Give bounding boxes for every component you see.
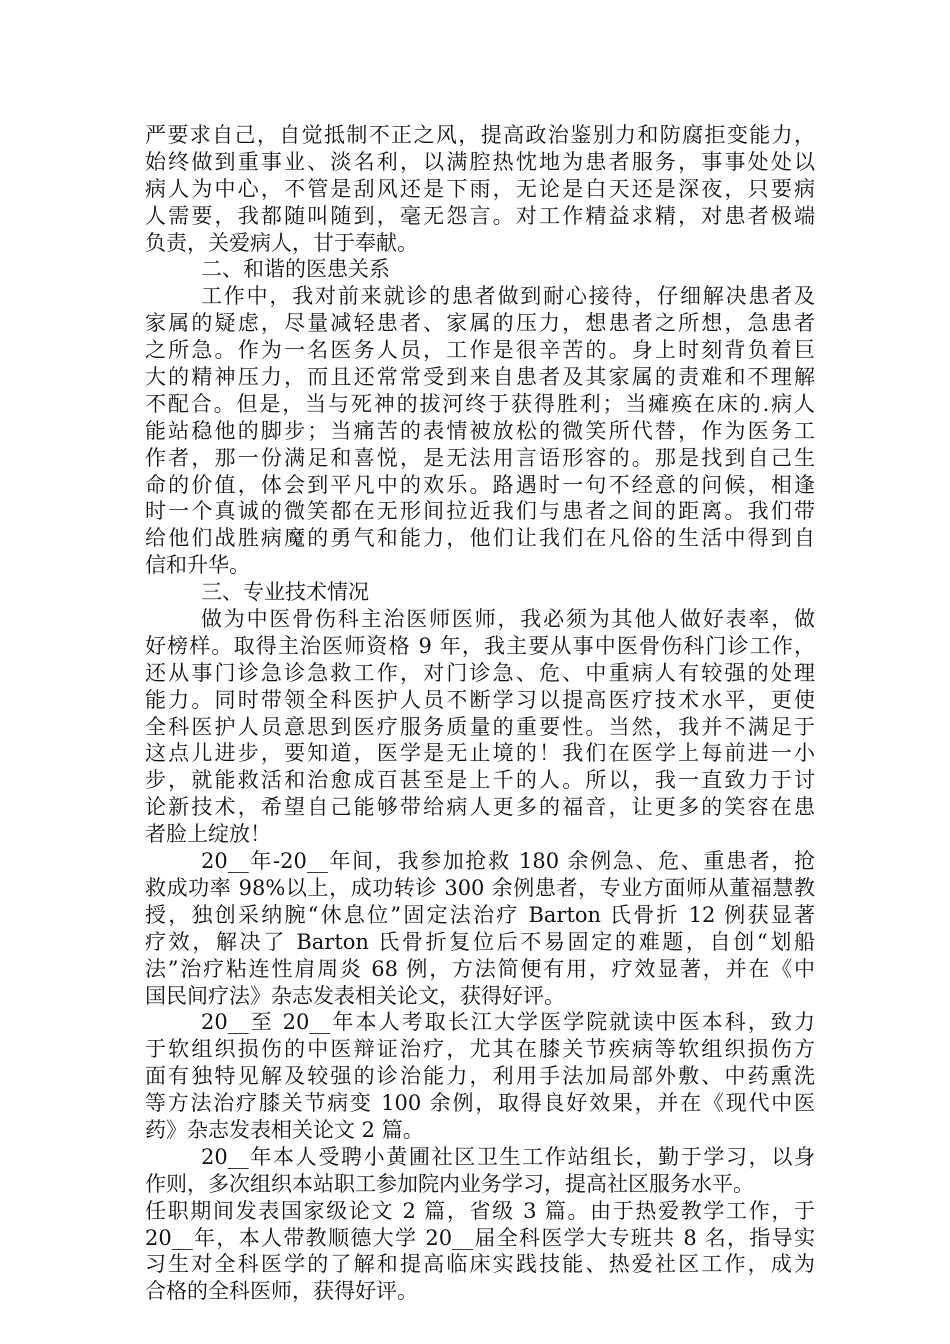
text-line: 救成功率 98%以上，成功转诊 300 余例患者，专业方面师从董福慧教: [145, 875, 815, 900]
text-line: 做为中医骨伤科主治医师医师，我必须为其他人做好表率，做: [201, 607, 815, 632]
text-line: 之所急。作为一名医务人员，工作是很辛苦的。身上时刻背负着巨: [145, 338, 815, 363]
text-line: 大的精神压力，而且还常常受到来自患者及其家属的责难和不理解: [145, 365, 815, 390]
text-line: 好榜样。取得主治医师资格 9 年，我主要从事中医骨伤科门诊工作，: [145, 633, 815, 658]
text-line: 人需要，我都随叫随到，毫无怨言。对工作精益求精，对患者极端: [145, 203, 815, 228]
text-line: 这点儿进步，要知道，医学是无止境的！我们在医学上每前进一小: [145, 741, 815, 766]
text-line: 还从事门诊急诊急救工作，对门诊急、危、中重病人有较强的处理: [145, 660, 815, 685]
text-line: 能力。同时带领全科医护人员不断学习以提高医疗技术水平，更使: [145, 687, 815, 712]
text-line: 给他们战胜病魔的勇气和能力，他们让我们在凡俗的生活中得到自: [145, 526, 815, 551]
text-line: 20__至 20__年本人考取长江大学医学院就读中医本科，致力: [201, 1010, 815, 1035]
text-line: 严要求自己，自觉抵制不正之风，提高政治鉴别力和防腐拒变能力，: [145, 123, 815, 147]
text-line: 不配合。但是，当与死神的拔河终于获得胜利；当瘫痪在床的.病人: [145, 391, 815, 416]
text-line: 命的价值，体会到平凡中的欢乐。路遇时一句不经意的问候，相逢: [145, 472, 815, 497]
text-line: 始终做到重事业、淡名利，以满腔热忱地为患者服务，事事处处以: [145, 149, 815, 174]
text-line: 作则，多次组织本站职工参加院内业务学习，提高社区服务水平。: [145, 1171, 754, 1196]
text-line: 三、专业技术情况: [201, 580, 369, 605]
text-line: 法”治疗粘连性肩周炎 68 例，方法简便有用，疗效显著，并在《中: [145, 956, 815, 981]
text-line: 能站稳他的脚步；当痛苦的表情被放松的微笑所代替，作为医务工: [145, 418, 815, 443]
text-line: 信和升华。: [145, 553, 250, 578]
text-line: 习生对全科医学的了解和提高临床实践技能、热爱社区工作，成为: [145, 1252, 815, 1277]
text-line: 作者，那一份满足和喜悦，是无法用言语形容的。那是找到自己生: [145, 445, 815, 470]
text-line: 论新技术，希望自己能够带给病人更多的福音，让更多的笑容在患: [145, 795, 815, 820]
text-line: 步，就能救活和治愈成百甚至是上千的人。所以，我一直致力于讨: [145, 768, 815, 793]
text-line: 时一个真诚的微笑都在无形间拉近我们与患者之间的距离。我们带: [145, 499, 815, 524]
text-line: 二、和谐的医患关系: [201, 257, 390, 282]
text-line: 全科医护人员意思到医疗服务质量的重要性。当然，我并不满足于: [145, 714, 815, 739]
text-line: 授，独创采纳腕“休息位”固定法治疗 Barton 氏骨折 12 例获显著: [145, 902, 815, 927]
text-line: 20__年，本人带教顺德大学 20__届全科医学大专班共 8 名，指导实: [145, 1225, 815, 1250]
text-line: 于软组织损伤的中医辩证治疗，尤其在膝关节疾病等软组织损伤方: [145, 1037, 815, 1062]
text-line: 20__年本人受聘小黄圃社区卫生工作站组长，勤于学习，以身: [201, 1144, 815, 1169]
text-line: 病人为中心，不管是刮风还是下雨，无论是白天还是深夜，只要病: [145, 176, 815, 201]
text-line: 合格的全科医师，获得好评。: [145, 1279, 418, 1304]
text-line: 等方法治疗膝关节病变 100 余例，取得良好效果，并在《现代中医: [145, 1091, 815, 1116]
text-line: 负责，关爱病人，甘于奉献。: [145, 230, 418, 255]
text-line: 药》杂志发表相关论文 2 篇。: [145, 1117, 424, 1142]
text-line: 工作中，我对前来就诊的患者做到耐心接待，仔细解决患者及: [201, 284, 815, 309]
text-line: 国民间疗法》杂志发表相关论文，获得好评。: [145, 983, 565, 1008]
text-line: 家属的疑虑，尽量减轻患者、家属的压力，想患者之所想，急患者: [145, 311, 815, 336]
text-line: 疗效，解决了 Barton 氏骨折复位后不易固定的难题，自创“划船: [145, 929, 815, 954]
text-line: 20__年-20__年间，我参加抢救 180 余例急、危、重患者，抢: [201, 849, 815, 874]
text-line: 任职期间发表国家级论文 2 篇，省级 3 篇。由于热爱教学工作，于: [145, 1198, 815, 1223]
document-page: [145, 122, 815, 1305]
text-line: 者脸上绽放！: [145, 822, 271, 847]
text-line: 面有独特见解及较强的诊治能力，利用手法加局部外敷、中药熏洗: [145, 1064, 815, 1089]
